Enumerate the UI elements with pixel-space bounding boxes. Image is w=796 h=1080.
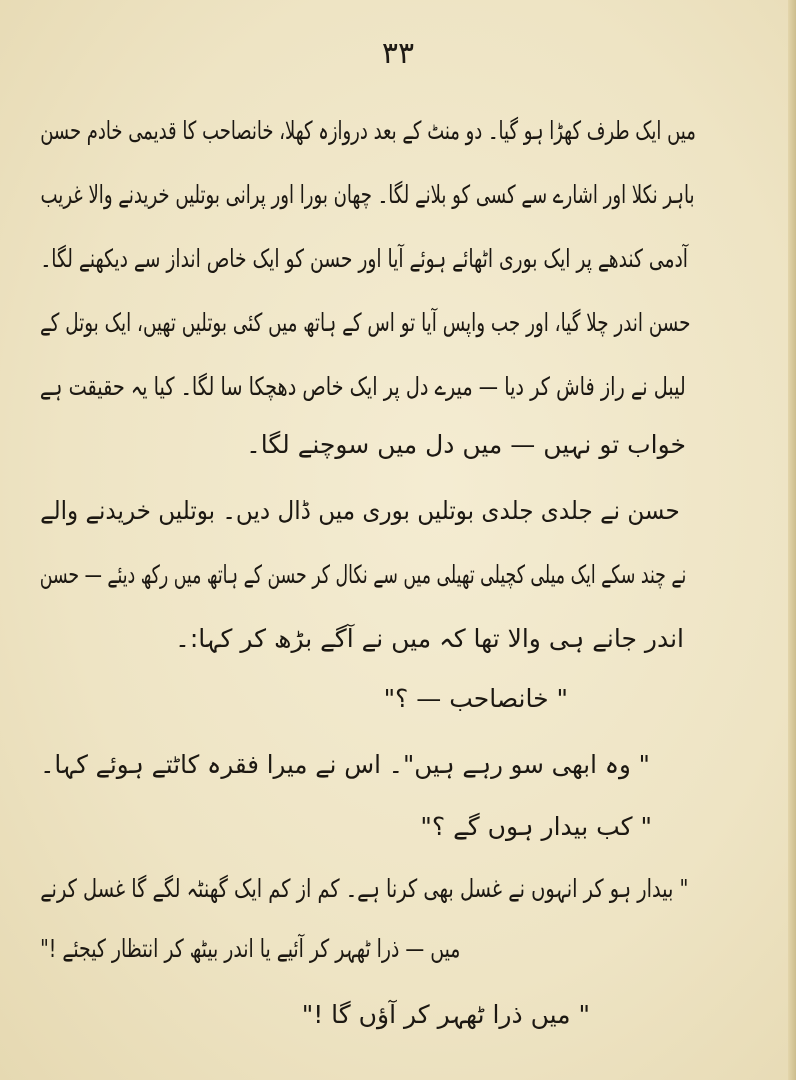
text-line-10: " خانصاحب — ؟" <box>383 684 568 713</box>
page-gutter <box>788 0 796 1080</box>
text-line-13: " بیدار ہو کر انہوں نے غسل بھی کرنا ہے۔ کم از کم ایک گھنٹہ لگے گا غسل کرنے <box>39 874 688 903</box>
text-line-15: " میں ذرا ٹھہر کر آؤں گا !" <box>301 1000 590 1029</box>
text-line-5: لیبل نے راز فاش کر دیا — میرے دل پر ایک خاص دھچکا سا لگا۔ کیا یہ حقیقت ہے <box>40 372 686 401</box>
text-line-7: حسن نے جلدی جلدی بوتلیں بوری میں ڈال دیں۔ بوتلیں خریدنے والے <box>40 496 680 525</box>
text-line-9: اندر جانے ہی والا تھا کہ میں نے آگے بڑھ کر کہا:۔ <box>175 624 684 653</box>
text-line-1: میں ایک طرف کھڑا ہو گیا۔ دو منٹ کے بعد دروازہ کھلا، خانصاحب کا قدیمی خادم حسن <box>40 116 696 145</box>
text-line-11: " وہ ابھی سو رہے ہیں"۔ اس نے میرا فقرہ کاٹتے ہوئے کہا۔ <box>40 750 650 779</box>
text-line-3: آدمی کندھے پر ایک بوری اٹھائے ہوئے آیا اور حسن کو ایک خاص انداز سے دیکھنے لگا۔ <box>40 244 688 273</box>
page-number: ۳۳ <box>381 36 415 71</box>
text-line-2: باہر نکلا اور اشارے سے کسی کو بلانے لگا۔ چھان بورا اور پرانی بوتلیں خریدنے والا غریب <box>40 180 694 209</box>
text-line-12: " کب بیدار ہوں گے ؟" <box>420 812 652 841</box>
text-line-4: حسن اندر چلا گیا، اور جب واپس آیا تو اس کے ہاتھ میں کئی بوتلیں تھیں، ایک بوتل کے <box>39 308 690 337</box>
text-line-6: خواب تو نہیں — میں دل میں سوچنے لگا۔ <box>246 430 686 459</box>
text-line-8: نے چند سکے ایک میلی کچیلی تھیلی میں سے نکال کر حسن کے ہاتھ میں رکھ دیئے — حسن <box>39 560 686 589</box>
text-line-14: میں — ذرا ٹھہر کر آئیے یا اندر بیٹھ کر انتظار کیجئے !" <box>39 934 460 963</box>
